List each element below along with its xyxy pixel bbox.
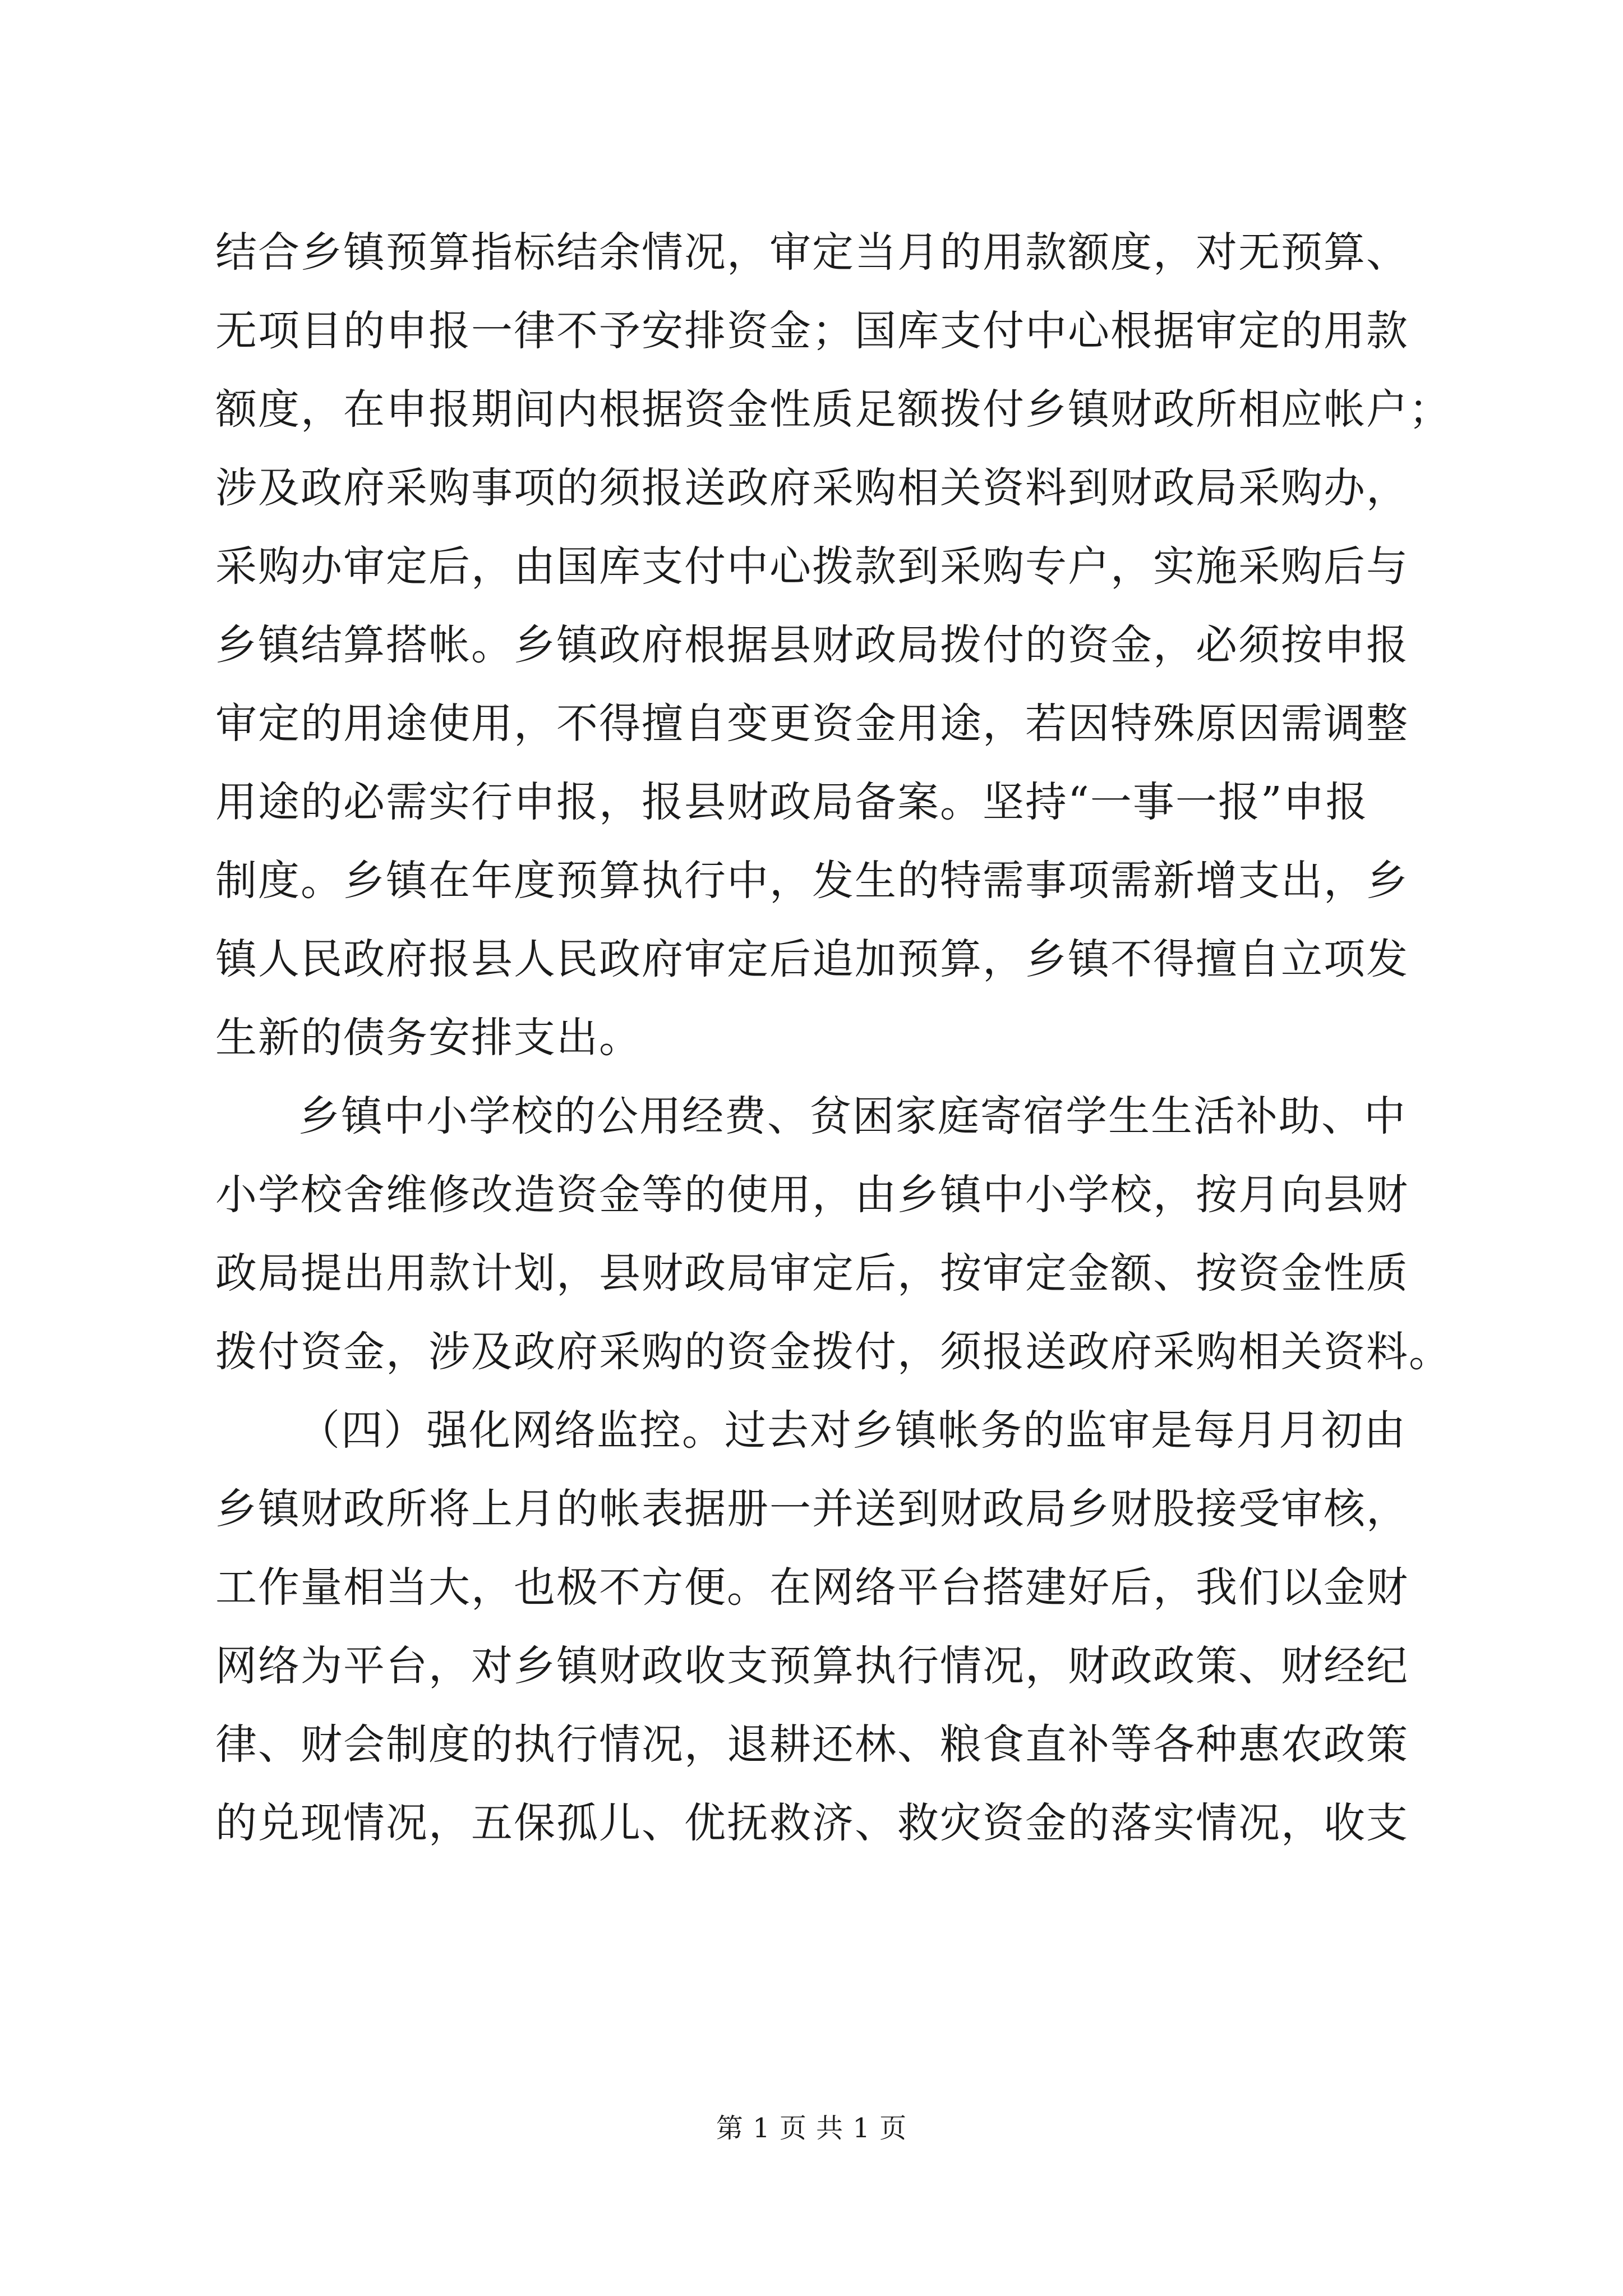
text-line: 额度，在申报期间内根据资金性质足额拨付乡镇财政所相应帐户；: [215, 385, 1451, 434]
text-line: 政局提出用款计划，县财政局审定后，按审定金额、按资金性质: [215, 1249, 1409, 1297]
text-line: 乡镇财政所将上月的帐表据册一并送到财政局乡财股接受审核，: [215, 1485, 1409, 1533]
text-line: 网络为平台，对乡镇财政收支预算执行情况，财政政策、财经纪: [215, 1642, 1409, 1690]
text-line: 乡镇结算搭帐。乡镇政府根据县财政局拨付的资金，必须按申报: [215, 621, 1409, 669]
text-line: 采购办审定后，由国库支付中心拨款到采购专户，实施采购后与: [215, 542, 1409, 591]
text-line: 工作量相当大，也极不方便。在网络平台搭建好后，我们以金财: [215, 1563, 1409, 1612]
text-line: 镇人民政府报县人民政府审定后追加预算，乡镇不得擅自立项发: [215, 935, 1409, 983]
page-number-footer: 第 1 页 共 1 页: [716, 2113, 907, 2144]
text-line: 无项目的申报一律不予安排资金；国库支付中心根据审定的用款: [215, 307, 1409, 355]
text-line: 的兑现情况，五保孤儿、优抚救济、救灾资金的落实情况，收支: [215, 1799, 1409, 1847]
text-line: 涉及政府采购事项的须报送政府采购相关资料到财政局采购办，: [215, 464, 1409, 512]
document-body: [215, 213, 1451, 1862]
text-line: 制度。乡镇在年度预算执行中，发生的特需事项需新增支出，乡: [215, 857, 1409, 905]
text-line: 审定的用途使用，不得擅自变更资金用途，若因特殊原因需调整: [215, 700, 1409, 748]
text-line: 律、财会制度的执行情况，退耕还林、粮食直补等各种惠农政策: [215, 1720, 1409, 1769]
paragraph-first-line: 乡镇中小学校的公用经费、贫困家庭寄宿学生生活补助、中: [298, 1092, 1407, 1140]
section-heading-line: （四）强化网络监控。过去对乡镇帐务的监审是每月月初由: [298, 1406, 1407, 1455]
text-line: 用途的必需实行申报，报县财政局备案。坚持“一事一报”申报: [215, 778, 1368, 826]
text-line: 生新的债务安排支出。: [215, 1014, 642, 1062]
text-line: 小学校舍维修改造资金等的使用，由乡镇中小学校，按月向县财: [215, 1171, 1409, 1219]
text-line: 拨付资金，涉及政府采购的资金拨付，须报送政府采购相关资料。: [215, 1328, 1451, 1376]
text-line: 结合乡镇预算指标结余情况，审定当月的用款额度，对无预算、: [215, 228, 1409, 277]
